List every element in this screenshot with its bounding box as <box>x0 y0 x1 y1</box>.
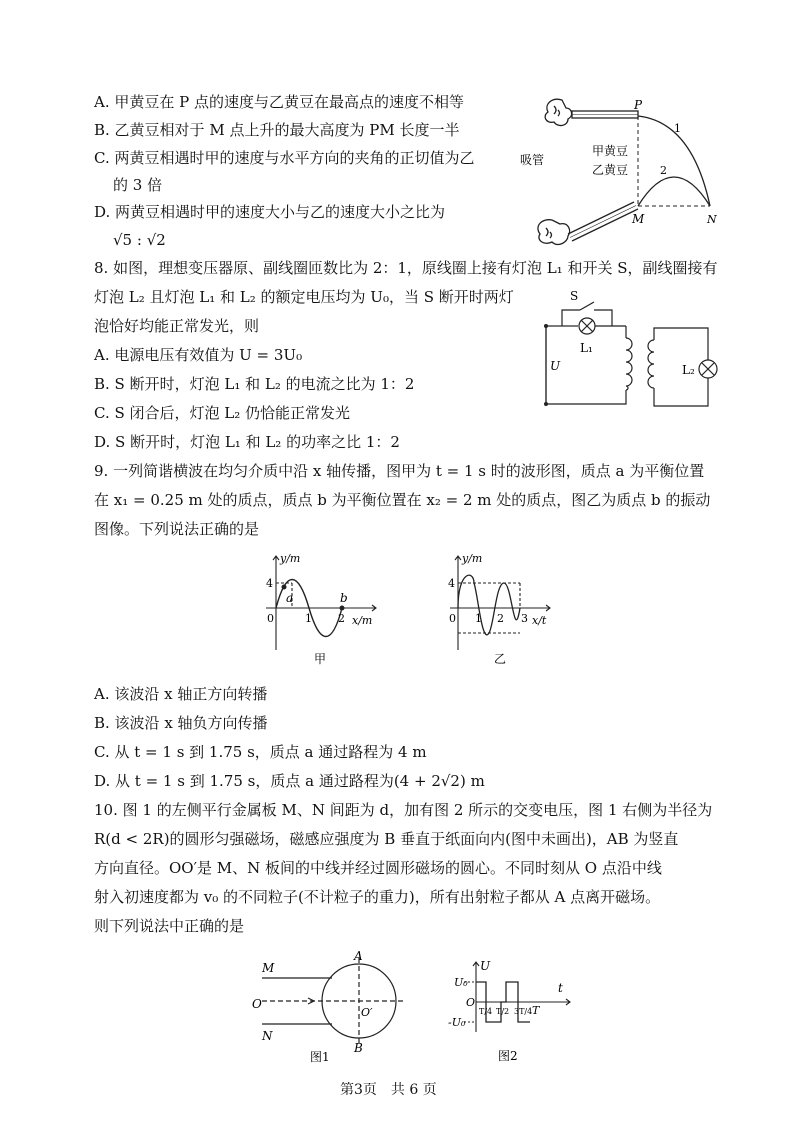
origin-label: 0 <box>449 612 456 625</box>
q9-stem-1: 9. 一列简谐横波在均匀介质中沿 x 轴传播，图甲为 t = 1 s 时的波形图，质点 a 为平衡位置 <box>94 462 705 480</box>
q9-stem-3: 图像。下列说法正确的是 <box>94 520 260 538</box>
vibration-curve <box>458 575 520 635</box>
origin-label: 0 <box>267 612 274 625</box>
q8-stem-2: 灯泡 L₂ 且灯泡 L₁ 和 L₂ 的额定电压均为 U₀，当 S 断开时两灯 <box>94 288 514 306</box>
q8-transformer-circuit <box>536 286 736 414</box>
q8-option-d: D. S 断开时，灯泡 L₁ 和 L₂ 的功率之比 1：2 <box>94 433 400 451</box>
q8-option-c: C. S 闭合后，灯泡 L₂ 仍恰能正常发光 <box>94 404 351 422</box>
tick-t-4: T/4 <box>479 1007 493 1016</box>
q7-option-d-cont: √5 : √2 <box>113 231 166 249</box>
q9-vibration-graph-yi <box>428 550 558 668</box>
tick-3: 3 <box>521 612 528 625</box>
label-p: P <box>634 98 643 112</box>
label-origin: O <box>466 996 476 1009</box>
label-l1: L₁ <box>580 341 593 355</box>
tick-3t-4: 3T/4 <box>514 1007 533 1016</box>
amplitude-label: 4 <box>266 577 273 590</box>
primary-coil <box>626 338 632 390</box>
point-a <box>282 585 287 590</box>
label-straw: 吸管 <box>520 153 545 167</box>
label-s: S <box>570 289 579 303</box>
point-b <box>340 606 345 611</box>
q10-stem-1: 10. 图 1 的左侧平行金属板 M、N 间距为 d，加有图 2 所示的交变电压，图 1 右侧为半径为 <box>94 801 713 819</box>
label-curve-2: 2 <box>660 164 667 177</box>
lower-straw <box>568 202 638 241</box>
q9-option-b: B. 该波沿 x 轴负方向传播 <box>94 714 268 732</box>
q10-stem-4: 射入初速度都为 v₀ 的不同粒子(不计粒子的重力)，所有出射粒子都从 A 点离开磁场。 <box>94 888 661 906</box>
label-u: U <box>550 359 561 373</box>
trajectory-2 <box>638 177 710 206</box>
q7-option-c: C. 两黄豆相遇时甲的速度与水平方向的夹角的正切值为乙 <box>94 149 475 167</box>
q7-option-a: A. 甲黄豆在 P 点的速度与乙黄豆在最高点的速度不相等 <box>94 93 464 111</box>
y-axis-label: y/m <box>462 552 483 565</box>
hand-icon <box>545 99 572 125</box>
q9-option-a: A. 该波沿 x 轴正方向转播 <box>94 685 268 703</box>
q8-option-b: B. S 断开时，灯泡 L₁ 和 L₂ 的电流之比为 1：2 <box>94 375 415 393</box>
tick-2: 2 <box>497 612 504 625</box>
caption-yi: 乙 <box>494 652 507 666</box>
label-u: U <box>480 959 491 973</box>
label-n: N <box>707 213 717 226</box>
label-o-prime: O′ <box>361 1006 373 1019</box>
hand-icon-lower <box>538 220 570 245</box>
q9-wave-graph-jia <box>256 550 386 668</box>
tick-1: 1 <box>475 612 482 625</box>
label-a: a <box>286 591 294 605</box>
label-neg-u0: -U₀ <box>448 1016 466 1029</box>
page-footer: 第3页 共 6 页 <box>340 1082 437 1098</box>
label-m: M <box>632 212 645 226</box>
x-axis-label: x/m <box>352 614 373 627</box>
y-axis-label: y/m <box>280 552 301 565</box>
q9-option-d: D. 从 t = 1 s 到 1.75 s，质点 a 通过路程为(4 + 2√2) m <box>94 772 485 790</box>
label-a: A <box>354 949 363 963</box>
q7-option-d: D. 两黄豆相遇时甲的速度大小与乙的速度大小之比为 <box>94 203 446 221</box>
q7-option-c-cont: 的 3 倍 <box>113 176 163 194</box>
q10-stem-3: 方向直径。OO′是 M、N 板间的中线并经过圆形磁场的圆心。不同时刻从 O 点沿中线 <box>94 859 662 877</box>
q10-stem-2: R(d < 2R)的圆形匀强磁场，磁感应强度为 B 垂直于纸面向内(图中未画出)，AB 为竖直 <box>94 830 679 848</box>
label-curve-1: 1 <box>674 122 681 135</box>
q10-figure-1 <box>248 948 420 1064</box>
q9-stem-2: 在 x₁ = 0.25 m 处的质点，质点 b 为平衡位置在 x₂ = 2 m 处的质点，图乙为质点 b 的振动 <box>94 491 711 509</box>
tick-1: 1 <box>305 612 312 625</box>
label-jia: 甲黄豆 <box>592 144 629 158</box>
caption-jia: 甲 <box>314 652 327 666</box>
label-u0: U₀ <box>454 976 468 989</box>
caption-fig1: 图1 <box>310 1050 330 1064</box>
caption-fig2: 图2 <box>498 1049 518 1063</box>
label-l2: L₂ <box>682 363 695 377</box>
x-axis-label: x/t <box>532 614 547 627</box>
q7-projectile-figure <box>512 92 734 254</box>
label-b: B <box>354 1041 363 1055</box>
secondary-coil <box>648 340 654 388</box>
q10-stem-5: 则下列说法中正确的是 <box>94 917 245 935</box>
amplitude-label: 4 <box>448 577 455 590</box>
q9-option-c: C. 从 t = 1 s 到 1.75 s，质点 a 通过路程为 4 m <box>94 743 427 761</box>
label-n: N <box>262 1029 273 1043</box>
label-m: M <box>262 961 275 975</box>
tick-T: T <box>532 1004 540 1017</box>
label-b: b <box>340 591 348 605</box>
q10-figure-2-voltage <box>446 956 576 1064</box>
q8-stem-3: 泡恰好均能正常发光，则 <box>94 317 260 335</box>
q8-option-a: A. 电源电压有效值为 U = 3U₀ <box>94 346 303 364</box>
label-yi: 乙黄豆 <box>592 163 629 177</box>
q7-option-b: B. 乙黄豆相对于 M 点上升的最大高度为 PM 长度一半 <box>94 121 460 139</box>
q8-stem-1: 8. 如图，理想变压器原、副线圈匝数比为 2：1，原线圈上接有灯泡 L₁ 和开关 S，副线圈接有 <box>94 259 718 277</box>
label-o: O <box>252 997 262 1011</box>
tick-t-2: T/2 <box>496 1007 510 1016</box>
tick-2: 2 <box>338 612 345 625</box>
label-t: t <box>558 981 563 995</box>
switch-s <box>580 302 594 310</box>
